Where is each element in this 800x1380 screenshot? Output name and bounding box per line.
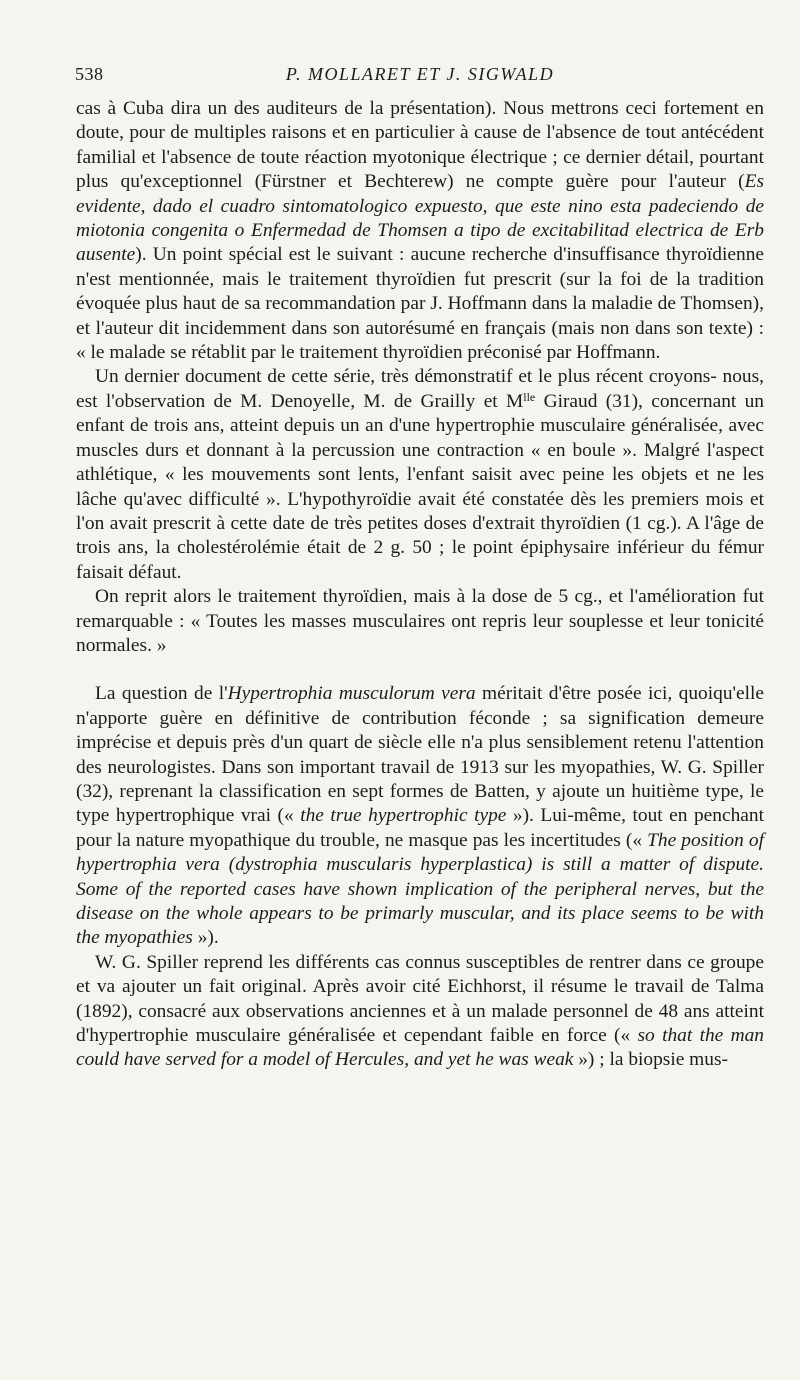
page-header (75, 64, 765, 88)
text-segment: cas à Cuba dira un des auditeurs de la présentation). Nous mettrons ceci fortement en doute, pour de multiples raisons et en particulier à cause de l'absence de tout antécédent familial et l'absence de toute réaction myotonique électrique ; ce dernier détail, pourtant plus qu'exceptionnel (Fürstner et Bechterew) ne compte guère pour l'auteur ( (76, 98, 764, 193)
text-segment: méritait d'être posée ici, quoiqu'elle n'apporte guère en définitive de contribution féconde ; sa signification demeure imprécise et depuis près d'un quart de siècle elle n'a plus sensiblement retenu l'attention des neurologistes. Dans son important travail de 1913 sur les myopathies, W. G. Spiller (32), reprenant la classification en sept formes de Batten, y ajoute un huitième type, le type hypertrophique vrai (« (76, 683, 764, 827)
italic-text-segment: The position of hypertrophia vera (dystrophia muscularis hyperplastica) is still a matter of dispute. Some of the reported cases have shown implication of the peripheral nerves, but the disease on the whole appears to be primarly muscular, and its place seems to be with the myopathies (76, 829, 764, 949)
italic-text-segment: Es evidente, dado el cuadro sintomatologico expuesto, que este nino esta padeciendo de miotonia congenita o Enfermedad de Thomsen a tipo de excitabilitad electrica de Erb ausente (76, 171, 764, 266)
paragraph (76, 365, 764, 585)
page-number: 538 (75, 64, 104, 84)
text-segment: ). Un point spécial est le suivant : aucune recherche d'insuffisance thyroïdienne n'est mentionnée, mais le traitement thyroïdien fut prescrit (sur la foi de la tradition évoquée plus haut de sa recommandation par J. Hoffmann dans la maladie de Thomsen), et l'auteur dit incidemment dans son autorésumé en français (mais non dans son texte) : « le malade se rétablit par le traitement thyroïdien préconisé par Hoffmann. (76, 244, 764, 364)
text-segment: »). Lui-même, tout en penchant pour la nature myopathique du trouble, ne masque pas les incertitudes (« (76, 805, 764, 851)
text-segment: ») ; la biopsie mus- (573, 1049, 728, 1071)
paragraph (76, 951, 764, 1073)
italic-text-segment: the true hypertrophic type (300, 805, 507, 827)
text-segment: W. G. Spiller reprend les différents cas connus susceptibles de rentrer dans ce groupe et va ajouter un fait original. Après avoir cité Eichhorst, il résume le travail de Talma (1892), consacré aux observations anciennes et à un malade personnel de 48 ans atteint d'hypertrophie musculaire généralisée et cependant faible en force (« (76, 951, 764, 1047)
text-segment: »). (192, 927, 219, 949)
italic-text-segment: so that the man could have served for a model of Hercules, and yet he was weak (76, 1025, 764, 1071)
paragraph (76, 97, 764, 365)
text-segment: La question de l' (95, 683, 228, 705)
body-text (76, 97, 764, 1073)
text-segment: Un dernier document de cette série, très démonstratif et le plus récent croyons- nous, est l'observation de M. Denoyelle, M. de Grailly et M (76, 366, 764, 412)
paragraph (76, 585, 764, 658)
running-head: P. MOLLARET ET J. SIGWALD (285, 64, 555, 84)
superscript-text: lle (523, 389, 536, 404)
paragraph (76, 682, 764, 950)
italic-text-segment: Hypertrophia musculorum vera (227, 683, 476, 705)
text-segment: On reprit alors le traitement thyroïdien, mais à la dose de 5 cg., et l'amélioration fut remarquable : « Toutes les masses musculaires ont repris leur souplesse et leur tonicité normales. » (76, 586, 764, 656)
text-segment: Giraud (31), concernant un enfant de trois ans, atteint depuis un an d'une hypertrophie musculaire généralisée, avec muscles durs et donnant à la percussion une contraction « en boule ». Malgré l'aspect athlétique, « les mouvements sont lents, l'enfant saisit avec peine les objets et ne les lâche qu'avec difficulté ». L'hypothyroïdie avait été constatée dès les premiers mois et l'on avait prescrit à cette date de très petites doses d'extrait thyroïdien (1 cg.). A l'âge de trois ans, la cholestérolémie était de 2 g. 50 ; le point épiphysaire inférieur du fémur faisait défaut. (76, 390, 764, 583)
